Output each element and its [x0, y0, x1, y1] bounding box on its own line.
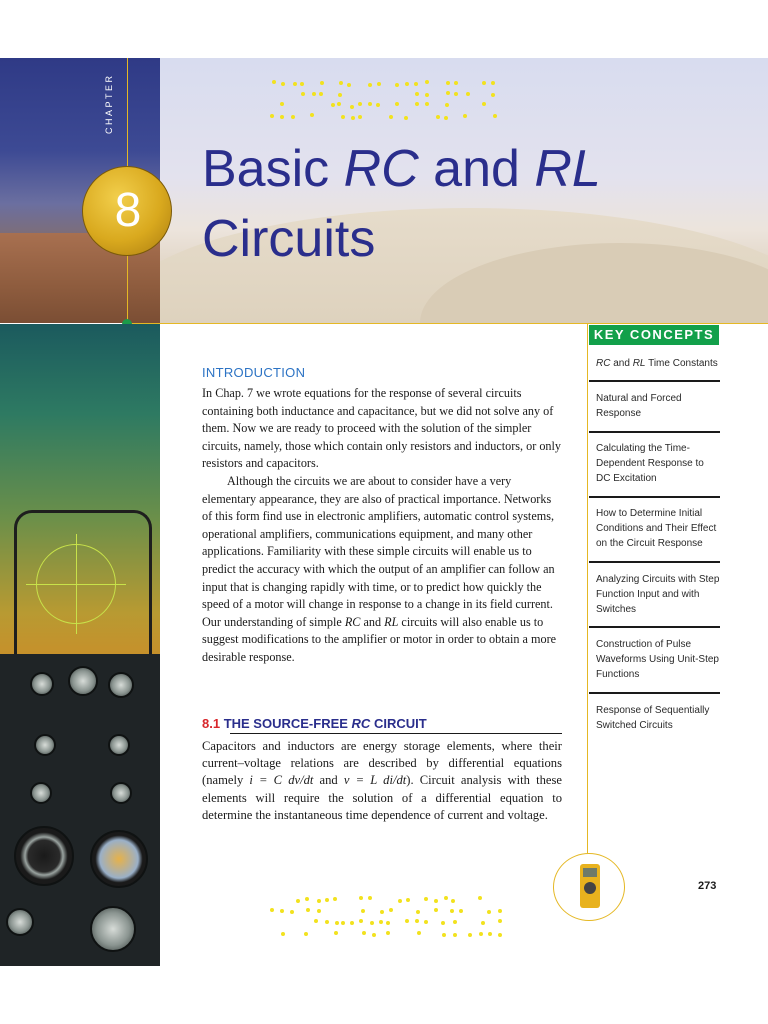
key-concept-separator — [589, 431, 720, 433]
decorative-dot — [442, 933, 446, 937]
decorative-dot — [415, 919, 419, 923]
chapter-label: CHAPTER — [104, 73, 114, 134]
decorative-dot — [370, 921, 374, 925]
decorative-dot — [481, 921, 485, 925]
decorative-dot — [368, 102, 372, 106]
decorative-dot — [270, 114, 274, 118]
section-heading: 8.1 THE SOURCE-FREE RC CIRCUIT — [202, 716, 427, 731]
decorative-dot — [389, 115, 393, 119]
decorative-dot — [416, 910, 420, 914]
decorative-dot — [281, 82, 285, 86]
decorative-dot — [498, 919, 502, 923]
decorative-dot — [405, 919, 409, 923]
decorative-dot — [280, 115, 284, 119]
decorative-dot — [405, 82, 409, 86]
decorative-dot — [424, 920, 428, 924]
decorative-dot — [317, 909, 321, 913]
key-concept-item: Calculating the Time-Dependent Response to DC Excitation — [596, 443, 704, 484]
multimeter-icon — [553, 853, 625, 921]
decorative-dot — [406, 898, 410, 902]
decorative-dot — [380, 910, 384, 914]
decorative-dot — [334, 931, 338, 935]
key-concept-separator — [589, 561, 720, 563]
decorative-dot — [453, 920, 457, 924]
key-concept-item: Construction of Pulse Waveforms Using Unit-Step Functions — [596, 639, 719, 680]
decorative-dot — [359, 896, 363, 900]
decorative-dot — [333, 897, 337, 901]
key-concept-item: Response of Sequentially Switched Circuits — [596, 705, 710, 731]
decorative-dot — [296, 899, 300, 903]
introduction-heading: INTRODUCTION — [202, 365, 306, 380]
decorative-dot — [368, 83, 372, 87]
intro-paragraph-1: In Chap. 7 we wrote equations for the response of several circuits containing both inductance and capacitance, but we did not solve any of them. Now we are ready to proceed with the solution of the simpler circuits, namely, those which contain only resistors and inductors, or only resistors and capacitors. — [202, 386, 562, 471]
decorative-dot — [389, 908, 393, 912]
decorative-dot — [361, 909, 365, 913]
decorative-dot — [398, 899, 402, 903]
decorative-dot — [450, 909, 454, 913]
decorative-dot — [341, 115, 345, 119]
decorative-dot — [306, 908, 310, 912]
decorative-dot — [379, 920, 383, 924]
key-concept-separator — [589, 380, 720, 382]
decorative-dot — [281, 932, 285, 936]
decorative-dot — [341, 921, 345, 925]
section-body: Capacitors and inductors are energy storage elements, where their current–voltage relations are described by differential equations (namely i = C dv/dt and v = L di/dt). Circuit analysis with these elements will require the solution of a differential equation to determine the instantaneous time dependence of current and voltage. — [202, 739, 562, 822]
decorative-dot — [319, 92, 323, 96]
cockpit-photo — [0, 324, 160, 966]
decorative-dot — [441, 921, 445, 925]
key-concept-item: RC and RL Time Constants — [596, 358, 718, 369]
decorative-dot — [478, 896, 482, 900]
decorative-dot — [488, 932, 492, 936]
decorative-dot — [368, 896, 372, 900]
decorative-dot — [491, 81, 495, 85]
decorative-dot — [493, 114, 497, 118]
gold-horizontal-rule — [128, 323, 768, 324]
key-concept-separator — [589, 626, 720, 628]
decorative-dot — [498, 933, 502, 937]
decorative-dot — [424, 897, 428, 901]
key-concepts-rule — [587, 324, 588, 859]
decorative-dot — [331, 103, 335, 107]
key-concept-item: Analyzing Circuits with Step Function Input and with Switches — [596, 574, 720, 615]
decorative-dot — [434, 899, 438, 903]
decorative-dot — [479, 932, 483, 936]
chapter-title: Basic RC and RL Circuits — [202, 140, 601, 268]
decorative-dot — [350, 105, 354, 109]
decorative-dot — [453, 933, 457, 937]
chapter-number: 8 — [114, 184, 142, 237]
decorative-dot — [425, 93, 429, 97]
decorative-dot — [320, 81, 324, 85]
page-number: 273 — [698, 880, 717, 892]
decorative-dot — [280, 909, 284, 913]
decorative-dot — [335, 921, 339, 925]
decorative-dot — [372, 933, 376, 937]
decorative-dot — [290, 910, 294, 914]
key-concept-item: How to Determine Initial Conditions and Their Effect on the Circuit Response — [596, 508, 717, 549]
decorative-dot — [487, 910, 491, 914]
decorative-dot — [350, 921, 354, 925]
decorative-dot — [425, 102, 429, 106]
decorative-dot — [498, 909, 502, 913]
decorative-dot — [434, 908, 438, 912]
decorative-dot — [351, 116, 355, 120]
key-concept-separator — [589, 692, 720, 694]
decorative-dot — [459, 909, 463, 913]
decorative-dot — [444, 116, 448, 120]
decorative-dot — [377, 82, 381, 86]
decorative-dot — [293, 82, 297, 86]
decorative-dot — [305, 897, 309, 901]
decorative-dot — [291, 115, 295, 119]
decorative-dot — [417, 931, 421, 935]
decorative-dot — [314, 919, 318, 923]
decorative-dot — [362, 931, 366, 935]
decorative-dot — [325, 898, 329, 902]
decorative-dot — [359, 919, 363, 923]
decorative-dot — [325, 920, 329, 924]
decorative-dot — [386, 921, 390, 925]
section-rule — [230, 733, 562, 734]
decorative-dot — [317, 899, 321, 903]
decorative-dot — [270, 908, 274, 912]
key-concepts-heading: KEY CONCEPTS — [589, 325, 719, 345]
decorative-dot — [451, 899, 455, 903]
key-concept-item: Natural and Forced Response — [596, 393, 682, 419]
decorative-dot — [304, 932, 308, 936]
key-concept-separator — [589, 496, 720, 498]
decorative-dot — [386, 931, 390, 935]
decorative-dot — [444, 896, 448, 900]
intro-paragraph-2: Although the circuits we are about to consider have a very elementary appearance, they are also of practical importance. Networks of this form find use in electronic amplifiers, automatic control systems, operational amplifiers, communications equipment, and many other applications. Familiarity with these simple circuits will enable us to predict the accuracy with which the output of an amplifier can follow an input that is changing rapidly with time, or to predict how quickly the speed of a motor will change in response to a change in its field current. Our understanding of simple RC and RL circuits will also enable us to suggest modifications to the amplifier or motor in order to obtain a more desirable response. — [202, 473, 557, 664]
introduction-body — [202, 385, 562, 667]
decorative-dot — [347, 83, 351, 87]
decorative-dot — [425, 80, 429, 84]
decorative-dot — [468, 933, 472, 937]
chapter-badge — [82, 166, 172, 256]
